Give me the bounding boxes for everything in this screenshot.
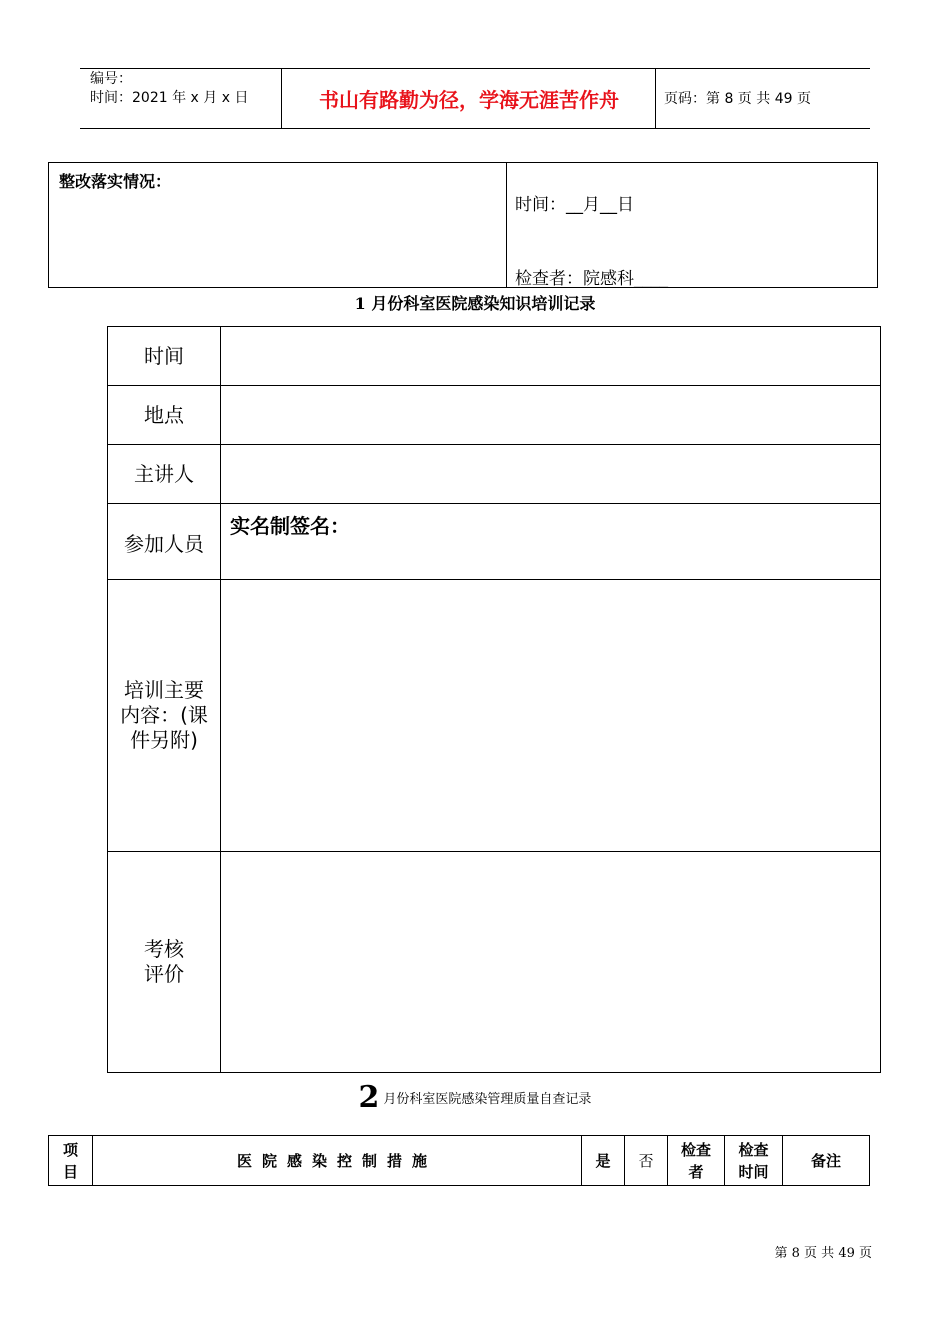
row-label-location: 地点 — [108, 386, 221, 445]
header-page-label: 页码：第 8 页 共 49 页 — [664, 91, 811, 107]
content-label: 培训主要 内容：(课 件另附) — [120, 678, 208, 752]
row-label-time: 时间 — [108, 327, 221, 386]
self-check-header-row — [49, 1136, 870, 1186]
location-value-cell[interactable] — [221, 386, 881, 445]
table-row — [108, 445, 881, 504]
speaker-value-cell[interactable] — [221, 445, 881, 504]
header-divider-2 — [655, 68, 656, 128]
header-top-rule — [80, 68, 870, 69]
rectification-box — [48, 162, 878, 288]
header-bottom-rule — [80, 128, 870, 129]
header-number-label: 编号： — [90, 71, 132, 87]
rectification-time: 时间：__月__日 — [515, 195, 634, 215]
rectification-checker: 检查者：院感科____ — [515, 269, 668, 289]
header-checker: 检查 者 — [668, 1136, 725, 1186]
assessment-label: 考核 评价 — [144, 937, 184, 986]
header-time-label: 时间：2021 年 x 月 x 日 — [90, 90, 249, 106]
row-label-assessment — [108, 852, 221, 1073]
header-measures: 医院感染控制措施 — [93, 1136, 582, 1186]
table-row — [108, 504, 881, 580]
header-yes: 是 — [582, 1136, 625, 1186]
header-left-block — [90, 70, 248, 108]
assessment-value-cell[interactable] — [221, 852, 881, 1073]
table-row — [108, 386, 881, 445]
footer-page-number: 第 8 页 共 49 页 — [774, 1246, 872, 1261]
self-check-title-text: 月份科室医院感染管理质量自查记录 — [383, 1092, 592, 1107]
row-label-participants: 参加人员 — [108, 504, 221, 580]
header-divider-1 — [281, 68, 282, 128]
table-row — [108, 580, 881, 852]
table-row — [108, 327, 881, 386]
self-check-title-number: 2 — [358, 1080, 380, 1115]
header-remarks: 备注 — [783, 1136, 870, 1186]
header-no: 否 — [625, 1136, 668, 1186]
table-row — [108, 852, 881, 1073]
header-item: 项 目 — [49, 1136, 93, 1186]
rectification-title: 整改落实情况： — [59, 172, 172, 191]
training-record-table — [107, 326, 881, 1073]
content-value-cell[interactable] — [221, 580, 881, 852]
row-label-speaker: 主讲人 — [108, 445, 221, 504]
header-check-time: 检查 时间 — [725, 1136, 783, 1186]
header-motto: 书山有路勤为径，学海无涯苦作舟 — [319, 88, 619, 112]
time-value-cell[interactable] — [221, 327, 881, 386]
row-label-content — [108, 580, 221, 852]
training-record-title: 1 月份科室医院感染知识培训记录 — [354, 294, 596, 313]
rectification-divider — [506, 163, 507, 287]
participants-value-cell[interactable] — [221, 504, 881, 580]
self-check-title — [0, 1080, 950, 1115]
signature-label: 实名制签名： — [230, 514, 350, 538]
self-check-table — [48, 1135, 870, 1186]
